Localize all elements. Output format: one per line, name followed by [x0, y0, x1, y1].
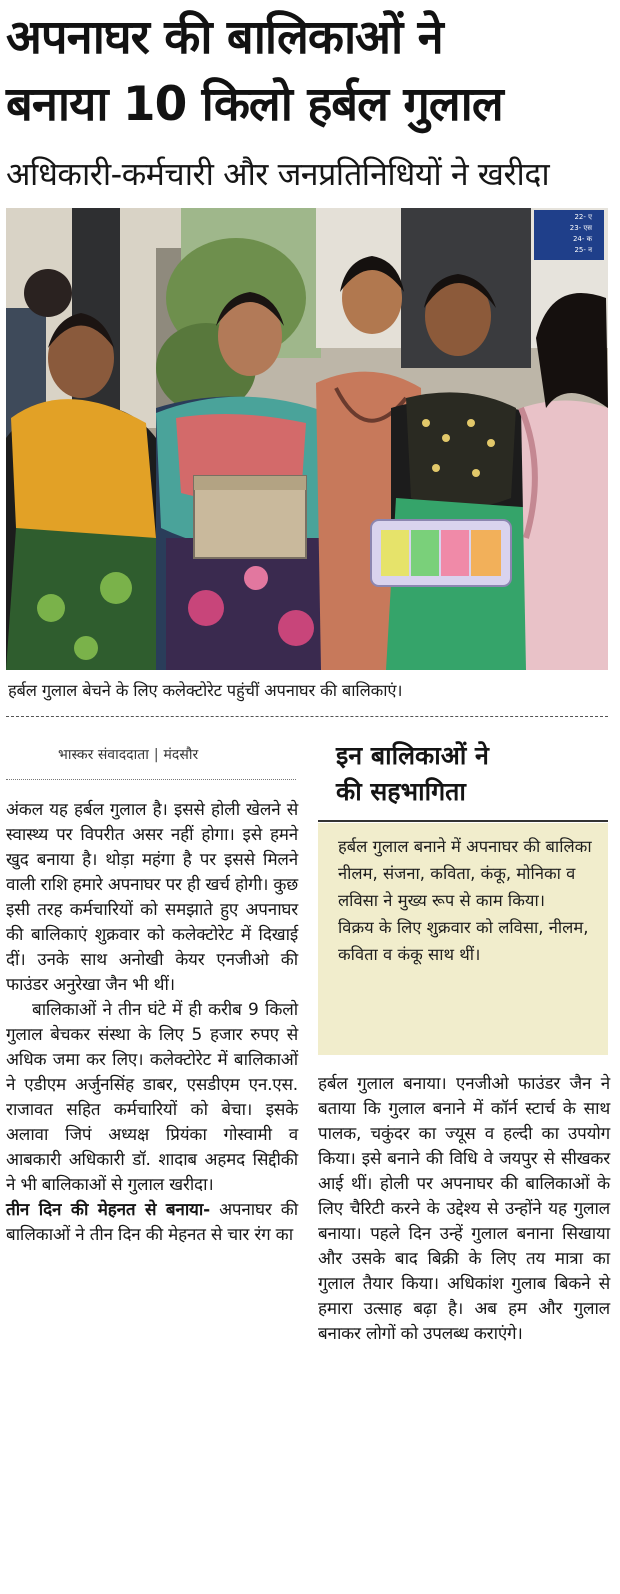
sidebar-box-paragraph: हर्बल गुलाल बनाने में अपनाघर की बालिका नीलम, संजना, कविता, कंकू, मोनिका व लविसा ने मुख्य रूप से काम किया।	[338, 837, 592, 910]
byline	[58, 744, 288, 766]
sidebar-box	[318, 823, 608, 1055]
divider	[6, 716, 608, 717]
byline-city: मंदसौर	[163, 747, 199, 763]
sidebar-box-title	[318, 736, 608, 810]
headline-line-1: अपनाघर की बालिकाओं ने	[6, 10, 443, 65]
sidebar-box-title-line-2: की सहभागिता	[336, 777, 466, 806]
notice-board	[534, 210, 604, 260]
article-paragraph	[6, 1198, 298, 1248]
notice-board-line: 22- ए	[574, 213, 592, 221]
headline	[6, 4, 614, 138]
article-paragraph: बालिकाओं ने तीन घंटे में ही करीब 9 किलो गुलाल बेचकर संस्था के लिए 5 हजार रुपए से अधिक जमा कर लिए। कलेक्टोरेट में बालिकाओं ने एडीएम अर्जुनसिंह डाबर, एसडीएम एन.एस. राजावत सहित कर्मचारियों को बेचा। इसके अलावा जिपं अध्यक्ष प्रियंका गोस्वामी व आबकारी अधिकारी डॉ. शादाब अहमद सिद्दीकी ने भी बालिकाओं से गुलाल खरीदा।	[6, 1000, 298, 1195]
byline-divider	[6, 779, 296, 780]
sidebar-box-paragraph: विक्रय के लिए शुक्रवार को लविसा, नीलम, कविता व कंकू साथ थीं।	[338, 918, 589, 964]
byline-separator: |	[153, 747, 159, 763]
article-text: अपनाघर की बालिकाओं ने तीन दिन की मेहनत से चार रंग का	[6, 1200, 298, 1245]
sidebar-box-rule	[318, 820, 608, 822]
notice-board-line: 25- न	[574, 246, 592, 254]
notice-board-line: 23- एस	[569, 224, 592, 232]
article-paragraph: हर्बल गुलाल बनाया। एनजीओ फाउंडर जैन ने बताया कि गुलाल बनाने में कॉर्न स्टार्च के साथ पालक, चकुंदर का ज्यूस व हल्दी का उपयोग किया। इसे बनाने की विधि वे जयपुर से सीखकर आई थीं। होली पर अपनाघर की बालिकाओं के लिए चैरिटी करने के उद्देश्य से उन्होंने यह गुलाल बनाया। पहले दिन उन्हें गुलाल बनाना सिखाया और उसके बाद बिक्री के लिए तय मात्रा का गुलाल तैयार किया। अधिकांश गुलाब बिकने से हमारा उत्साह बढ़ा है। अब हम और गुलाल बनाकर लोगों को उपलब्ध कराएंगे।	[318, 1074, 610, 1344]
article-column-1	[6, 798, 298, 1248]
photo-caption: हर्बल गुलाल बेचने के लिए कलेक्टोरेट पहुंचीं अपनाघर की बालिकाएं।	[8, 681, 403, 700]
notice-board-line: 24- क	[572, 235, 592, 243]
subheadline: अधिकारी-कर्मचारी और जनप्रतिनिधियों ने खरीदा	[6, 155, 550, 193]
byline-reporter: भास्कर संवाददाता	[58, 747, 149, 763]
news-photo	[6, 208, 608, 670]
article-column-2	[318, 1072, 610, 1347]
article-paragraph: अंकल यह हर्बल गुलाल है। इससे होली खेलने से स्वास्थ्य पर विपरीत असर नहीं होगा। इसे हमने खुद बनाया है। थोड़ा महंगा है पर इससे मिलने वाली राशि हमारे अपनाघर पर ही खर्च होगी। कुछ इसी तरह कर्मचारियों को समझाते हुए अपनाघर की बालिकाएं शुक्रवार को कलेक्टोरेट में दिखाई दीं। उनके साथ अनोखी केयर एनजीओ की फाउंडर अनुरेखा जैन भी थीं।	[6, 800, 298, 995]
article-subheading: तीन दिन की मेहनत से बनाया-	[6, 1200, 210, 1220]
sidebar-box-title-line-1: इन बालिकाओं ने	[336, 741, 489, 770]
headline-line-2: बनाया 10 किलो हर्बल गुलाल	[6, 77, 503, 132]
